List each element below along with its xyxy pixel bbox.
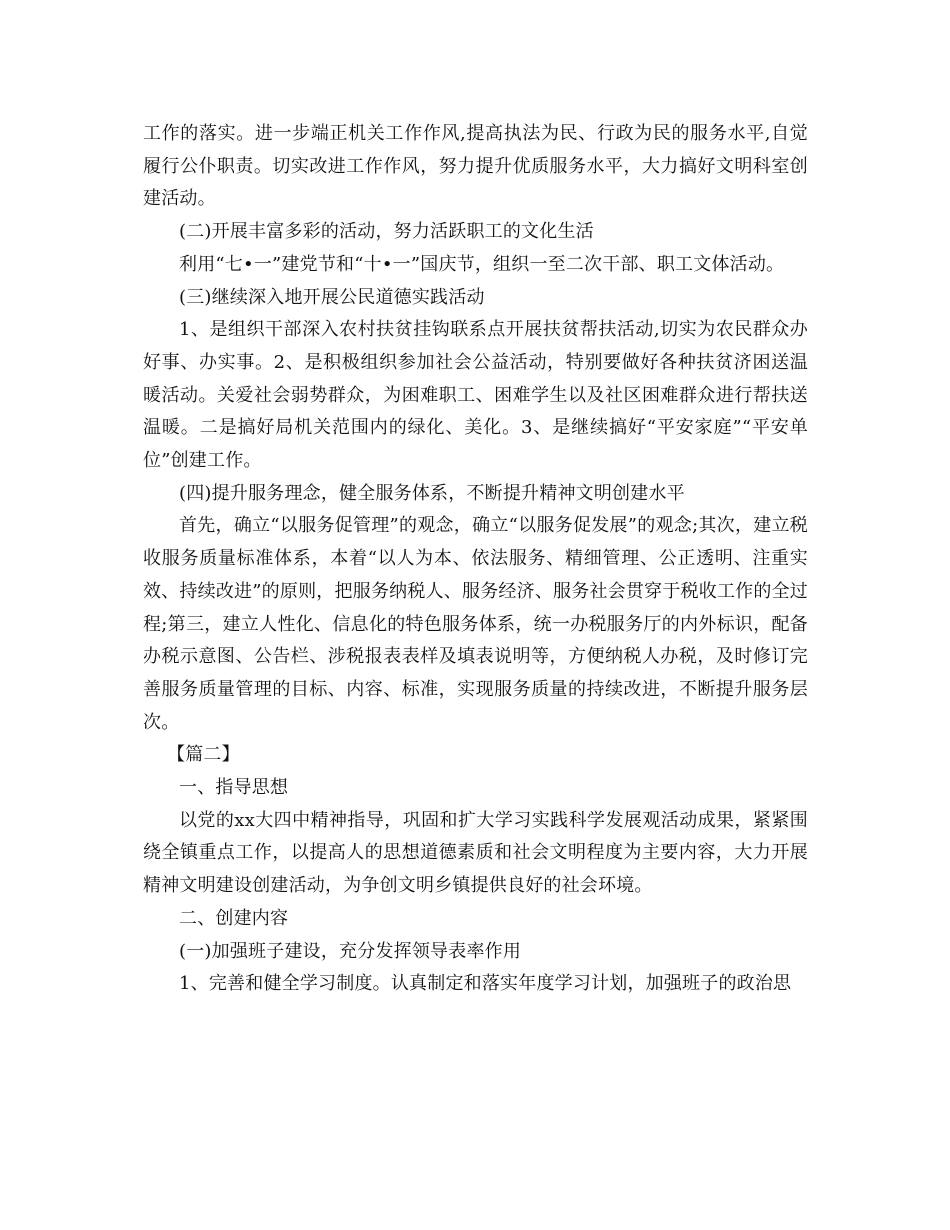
document-body (143, 118, 808, 1001)
section-heading: (三)继续深入地开展公民道德实践活动 (179, 286, 485, 308)
paragraph: 首先，确立“以服务促管理”的观念，确立“以服务促发展”的观念;其次，建立税收服务质量标准体系，本着“以人为本、依法服务、精细管理、公正透明、注重实效、持续改进”的原则，把服务纳税人、服务经济、服务社会贯穿于税收工作的全过程;第三，建立人性化、信息化的特色服务体系，统一办税服务厅的内外标识，配备办税示意图、公告栏、涉税报表表样及填表说明等，方便纳税人办税，及时修订完善服务质量管理的目标、内容、标准，实现服务质量的持续改进，不断提升服务层次。 (143, 515, 808, 733)
paragraph: 1、是组织干部深入农村扶贫挂钩联系点开展扶贫帮扶活动,切实为农民群众办好事、办实事。2、是积极组织参加社会公益活动，特别要做好各种扶贫济困送温暖活动。关爱社会弱势群众，为困难职工、困难学生以及社区困难群众进行帮扶送温暖。二是搞好局机关范围内的绿化、美化。3、是继续搞好“平安家庭”“平安单位”创建工作。 (143, 319, 808, 472)
paragraph: 工作的落实。进一步端正机关工作作风,提高执法为民、行政为民的服务水平,自觉履行公仆职责。切实改进工作作风，努力提升优质服务水平，大力搞好文明科室创建活动。 (143, 123, 808, 210)
section-heading: (二)开展丰富多彩的活动，努力活跃职工的文化生活 (179, 221, 594, 243)
section-heading: (四)提升服务理念，健全服务体系，不断提升精神文明创建水平 (179, 482, 685, 504)
paragraph: 1、完善和健全学习制度。认真制定和落实年度学习计划，加强班子的政治思 (179, 973, 792, 995)
paragraph: 以党的xx大四中精神指导，巩固和扩大学习实践科学发展观活动成果，紧紧围绕全镇重点工作，以提高人的思想道德素质和社会文明程度为主要内容，大力开展精神文明建设创建活动，为争创文明乡镇提供良好的社会环境。 (143, 809, 808, 897)
section-heading: 一、指导思想 (179, 777, 289, 799)
paragraph: 利用“七•一”建党节和“十•一”国庆节，组织一至二次干部、职工文体活动。 (179, 253, 785, 275)
part-heading: 【篇二】 (167, 744, 240, 766)
section-heading: 二、创建内容 (179, 907, 289, 929)
section-heading: (一)加强班子建设，充分发挥领导表率作用 (179, 940, 522, 962)
